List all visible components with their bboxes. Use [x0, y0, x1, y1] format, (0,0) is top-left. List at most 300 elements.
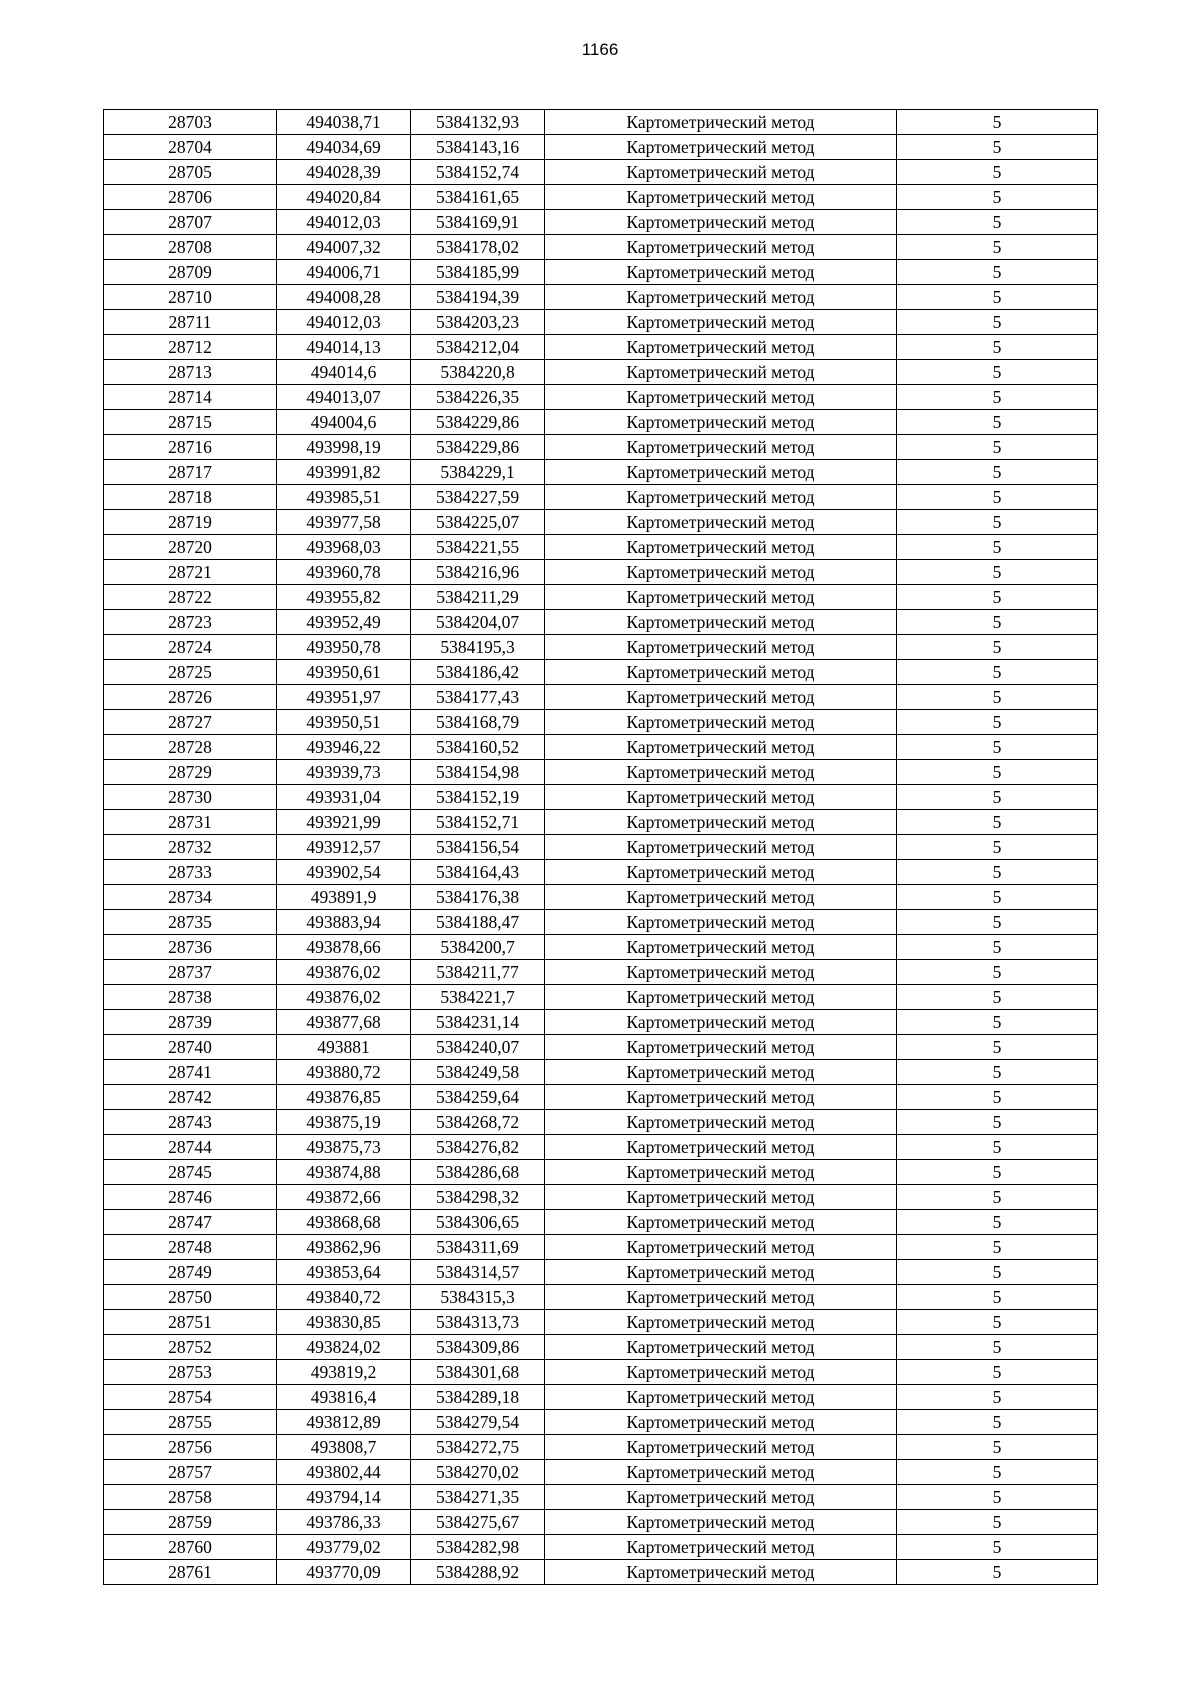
point-number-cell: 28712 — [104, 335, 277, 360]
accuracy-cell: 5 — [897, 460, 1098, 485]
x-coordinate-cell: 493950,61 — [277, 660, 411, 685]
table-row — [104, 110, 1098, 135]
point-number-cell: 28738 — [104, 985, 277, 1010]
point-number-cell: 28735 — [104, 910, 277, 935]
y-coordinate-cell: 5384220,8 — [411, 360, 545, 385]
y-coordinate-cell: 5384156,54 — [411, 835, 545, 860]
point-number-cell: 28703 — [104, 110, 277, 135]
accuracy-cell: 5 — [897, 1160, 1098, 1185]
point-number-cell: 28718 — [104, 485, 277, 510]
table-row — [104, 610, 1098, 635]
table-row — [104, 1135, 1098, 1160]
x-coordinate-cell: 494038,71 — [277, 110, 411, 135]
table-row — [104, 1060, 1098, 1085]
method-cell: Картометрический метод — [545, 1235, 897, 1260]
table-row — [104, 1535, 1098, 1560]
accuracy-cell: 5 — [897, 835, 1098, 860]
accuracy-cell: 5 — [897, 785, 1098, 810]
method-cell: Картометрический метод — [545, 1410, 897, 1435]
table-row — [104, 585, 1098, 610]
accuracy-cell: 5 — [897, 660, 1098, 685]
accuracy-cell: 5 — [897, 410, 1098, 435]
x-coordinate-cell: 494012,03 — [277, 310, 411, 335]
accuracy-cell: 5 — [897, 210, 1098, 235]
method-cell: Картометрический метод — [545, 360, 897, 385]
y-coordinate-cell: 5384152,74 — [411, 160, 545, 185]
point-number-cell: 28732 — [104, 835, 277, 860]
method-cell: Картометрический метод — [545, 1310, 897, 1335]
method-cell: Картометрический метод — [545, 460, 897, 485]
table-row — [104, 510, 1098, 535]
y-coordinate-cell: 5384185,99 — [411, 260, 545, 285]
x-coordinate-cell: 493872,66 — [277, 1185, 411, 1210]
point-number-cell: 28758 — [104, 1485, 277, 1510]
x-coordinate-cell: 493876,02 — [277, 960, 411, 985]
accuracy-cell: 5 — [897, 1060, 1098, 1085]
table-row — [104, 460, 1098, 485]
point-number-cell: 28733 — [104, 860, 277, 885]
table-row — [104, 885, 1098, 910]
accuracy-cell: 5 — [897, 235, 1098, 260]
x-coordinate-cell: 493931,04 — [277, 785, 411, 810]
x-coordinate-cell: 493819,2 — [277, 1360, 411, 1385]
y-coordinate-cell: 5384315,3 — [411, 1285, 545, 1310]
y-coordinate-cell: 5384132,93 — [411, 110, 545, 135]
accuracy-cell: 5 — [897, 1535, 1098, 1560]
table-row — [104, 210, 1098, 235]
table-row — [104, 1260, 1098, 1285]
method-cell: Картометрический метод — [545, 1160, 897, 1185]
point-number-cell: 28750 — [104, 1285, 277, 1310]
point-number-cell: 28753 — [104, 1360, 277, 1385]
table-row — [104, 1185, 1098, 1210]
point-number-cell: 28749 — [104, 1260, 277, 1285]
method-cell: Картометрический метод — [545, 1060, 897, 1085]
method-cell: Картометрический метод — [545, 1185, 897, 1210]
method-cell: Картометрический метод — [545, 1460, 897, 1485]
method-cell: Картометрический метод — [545, 835, 897, 860]
y-coordinate-cell: 5384221,55 — [411, 535, 545, 560]
table-row — [104, 310, 1098, 335]
method-cell: Картометрический метод — [545, 1560, 897, 1585]
point-number-cell: 28717 — [104, 460, 277, 485]
x-coordinate-cell: 493770,09 — [277, 1560, 411, 1585]
method-cell: Картометрический метод — [545, 510, 897, 535]
accuracy-cell: 5 — [897, 1410, 1098, 1435]
method-cell: Картометрический метод — [545, 710, 897, 735]
accuracy-cell: 5 — [897, 1310, 1098, 1335]
point-number-cell: 28734 — [104, 885, 277, 910]
x-coordinate-cell: 493977,58 — [277, 510, 411, 535]
table-row — [104, 1335, 1098, 1360]
table-row — [104, 1310, 1098, 1335]
method-cell: Картометрический метод — [545, 535, 897, 560]
point-number-cell: 28739 — [104, 1010, 277, 1035]
method-cell: Картометрический метод — [545, 1035, 897, 1060]
y-coordinate-cell: 5384216,96 — [411, 560, 545, 585]
accuracy-cell: 5 — [897, 560, 1098, 585]
accuracy-cell: 5 — [897, 135, 1098, 160]
table-row — [104, 360, 1098, 385]
table-row — [104, 560, 1098, 585]
point-number-cell: 28713 — [104, 360, 277, 385]
table-row — [104, 685, 1098, 710]
point-number-cell: 28721 — [104, 560, 277, 585]
method-cell: Картометрический метод — [545, 585, 897, 610]
method-cell: Картометрический метод — [545, 735, 897, 760]
x-coordinate-cell: 493946,22 — [277, 735, 411, 760]
method-cell: Картометрический метод — [545, 635, 897, 660]
y-coordinate-cell: 5384306,65 — [411, 1210, 545, 1235]
y-coordinate-cell: 5384152,19 — [411, 785, 545, 810]
y-coordinate-cell: 5384311,69 — [411, 1235, 545, 1260]
x-coordinate-cell: 494014,13 — [277, 335, 411, 360]
table-row — [104, 635, 1098, 660]
x-coordinate-cell: 493912,57 — [277, 835, 411, 860]
point-number-cell: 28752 — [104, 1335, 277, 1360]
coordinates-table — [103, 109, 1098, 1585]
y-coordinate-cell: 5384301,68 — [411, 1360, 545, 1385]
x-coordinate-cell: 493824,02 — [277, 1335, 411, 1360]
accuracy-cell: 5 — [897, 1510, 1098, 1535]
y-coordinate-cell: 5384288,92 — [411, 1560, 545, 1585]
table-row — [104, 985, 1098, 1010]
method-cell: Картометрический метод — [545, 260, 897, 285]
accuracy-cell: 5 — [897, 1435, 1098, 1460]
accuracy-cell: 5 — [897, 1210, 1098, 1235]
y-coordinate-cell: 5384231,14 — [411, 1010, 545, 1035]
coordinates-table-body — [104, 110, 1098, 1585]
point-number-cell: 28744 — [104, 1135, 277, 1160]
y-coordinate-cell: 5384188,47 — [411, 910, 545, 935]
x-coordinate-cell: 493875,19 — [277, 1110, 411, 1135]
y-coordinate-cell: 5384200,7 — [411, 935, 545, 960]
method-cell: Картометрический метод — [545, 660, 897, 685]
accuracy-cell: 5 — [897, 510, 1098, 535]
table-row — [104, 410, 1098, 435]
accuracy-cell: 5 — [897, 910, 1098, 935]
method-cell: Картометрический метод — [545, 885, 897, 910]
accuracy-cell: 5 — [897, 1085, 1098, 1110]
y-coordinate-cell: 5384309,86 — [411, 1335, 545, 1360]
method-cell: Картометрический метод — [545, 785, 897, 810]
x-coordinate-cell: 493802,44 — [277, 1460, 411, 1485]
table-row — [104, 1435, 1098, 1460]
accuracy-cell: 5 — [897, 860, 1098, 885]
accuracy-cell: 5 — [897, 1010, 1098, 1035]
accuracy-cell: 5 — [897, 285, 1098, 310]
point-number-cell: 28736 — [104, 935, 277, 960]
y-coordinate-cell: 5384178,02 — [411, 235, 545, 260]
table-row — [104, 1410, 1098, 1435]
y-coordinate-cell: 5384211,29 — [411, 585, 545, 610]
accuracy-cell: 5 — [897, 960, 1098, 985]
y-coordinate-cell: 5384314,57 — [411, 1260, 545, 1285]
point-number-cell: 28725 — [104, 660, 277, 685]
point-number-cell: 28743 — [104, 1110, 277, 1135]
x-coordinate-cell: 493960,78 — [277, 560, 411, 585]
point-number-cell: 28740 — [104, 1035, 277, 1060]
point-number-cell: 28757 — [104, 1460, 277, 1485]
accuracy-cell: 5 — [897, 735, 1098, 760]
y-coordinate-cell: 5384168,79 — [411, 710, 545, 735]
table-row — [104, 435, 1098, 460]
accuracy-cell: 5 — [897, 685, 1098, 710]
method-cell: Картометрический метод — [545, 1510, 897, 1535]
point-number-cell: 28760 — [104, 1535, 277, 1560]
table-row — [104, 485, 1098, 510]
accuracy-cell: 5 — [897, 1110, 1098, 1135]
table-row — [104, 935, 1098, 960]
y-coordinate-cell: 5384152,71 — [411, 810, 545, 835]
y-coordinate-cell: 5384177,43 — [411, 685, 545, 710]
point-number-cell: 28761 — [104, 1560, 277, 1585]
y-coordinate-cell: 5384195,3 — [411, 635, 545, 660]
y-coordinate-cell: 5384268,72 — [411, 1110, 545, 1135]
table-row — [104, 260, 1098, 285]
point-number-cell: 28722 — [104, 585, 277, 610]
accuracy-cell: 5 — [897, 310, 1098, 335]
x-coordinate-cell: 494028,39 — [277, 160, 411, 185]
method-cell: Картометрический метод — [545, 1260, 897, 1285]
accuracy-cell: 5 — [897, 360, 1098, 385]
accuracy-cell: 5 — [897, 1235, 1098, 1260]
y-coordinate-cell: 5384275,67 — [411, 1510, 545, 1535]
y-coordinate-cell: 5384204,07 — [411, 610, 545, 635]
accuracy-cell: 5 — [897, 1360, 1098, 1385]
method-cell: Картометрический метод — [545, 285, 897, 310]
point-number-cell: 28755 — [104, 1410, 277, 1435]
table-row — [104, 1460, 1098, 1485]
method-cell: Картометрический метод — [545, 1435, 897, 1460]
y-coordinate-cell: 5384229,86 — [411, 435, 545, 460]
y-coordinate-cell: 5384164,43 — [411, 860, 545, 885]
accuracy-cell: 5 — [897, 1285, 1098, 1310]
table-row — [104, 1085, 1098, 1110]
x-coordinate-cell: 493883,94 — [277, 910, 411, 935]
point-number-cell: 28731 — [104, 810, 277, 835]
point-number-cell: 28737 — [104, 960, 277, 985]
point-number-cell: 28709 — [104, 260, 277, 285]
x-coordinate-cell: 494013,07 — [277, 385, 411, 410]
method-cell: Картометрический метод — [545, 1385, 897, 1410]
point-number-cell: 28754 — [104, 1385, 277, 1410]
method-cell: Картометрический метод — [545, 935, 897, 960]
y-coordinate-cell: 5384270,02 — [411, 1460, 545, 1485]
y-coordinate-cell: 5384272,75 — [411, 1435, 545, 1460]
point-number-cell: 28730 — [104, 785, 277, 810]
x-coordinate-cell: 493853,64 — [277, 1260, 411, 1285]
accuracy-cell: 5 — [897, 1560, 1098, 1585]
y-coordinate-cell: 5384271,35 — [411, 1485, 545, 1510]
y-coordinate-cell: 5384289,18 — [411, 1385, 545, 1410]
y-coordinate-cell: 5384229,86 — [411, 410, 545, 435]
method-cell: Картометрический метод — [545, 1110, 897, 1135]
y-coordinate-cell: 5384160,52 — [411, 735, 545, 760]
x-coordinate-cell: 493808,7 — [277, 1435, 411, 1460]
table-row — [104, 710, 1098, 735]
method-cell: Картометрический метод — [545, 760, 897, 785]
point-number-cell: 28746 — [104, 1185, 277, 1210]
point-number-cell: 28714 — [104, 385, 277, 410]
x-coordinate-cell: 493874,88 — [277, 1160, 411, 1185]
accuracy-cell: 5 — [897, 1385, 1098, 1410]
accuracy-cell: 5 — [897, 1485, 1098, 1510]
table-row — [104, 760, 1098, 785]
y-coordinate-cell: 5384212,04 — [411, 335, 545, 360]
table-row — [104, 1160, 1098, 1185]
table-row — [104, 860, 1098, 885]
y-coordinate-cell: 5384186,42 — [411, 660, 545, 685]
point-number-cell: 28724 — [104, 635, 277, 660]
x-coordinate-cell: 494004,6 — [277, 410, 411, 435]
x-coordinate-cell: 493868,68 — [277, 1210, 411, 1235]
accuracy-cell: 5 — [897, 1135, 1098, 1160]
y-coordinate-cell: 5384194,39 — [411, 285, 545, 310]
table-row — [104, 960, 1098, 985]
accuracy-cell: 5 — [897, 635, 1098, 660]
method-cell: Картометрический метод — [545, 185, 897, 210]
table-row — [104, 1485, 1098, 1510]
method-cell: Картометрический метод — [545, 310, 897, 335]
y-coordinate-cell: 5384282,98 — [411, 1535, 545, 1560]
table-row — [104, 160, 1098, 185]
x-coordinate-cell: 493950,51 — [277, 710, 411, 735]
point-number-cell: 28710 — [104, 285, 277, 310]
y-coordinate-cell: 5384226,35 — [411, 385, 545, 410]
point-number-cell: 28720 — [104, 535, 277, 560]
accuracy-cell: 5 — [897, 160, 1098, 185]
accuracy-cell: 5 — [897, 885, 1098, 910]
accuracy-cell: 5 — [897, 185, 1098, 210]
table-row — [104, 1360, 1098, 1385]
table-row — [104, 660, 1098, 685]
method-cell: Картометрический метод — [545, 985, 897, 1010]
table-row — [104, 1560, 1098, 1585]
y-coordinate-cell: 5384211,77 — [411, 960, 545, 985]
x-coordinate-cell: 493779,02 — [277, 1535, 411, 1560]
table-row — [104, 335, 1098, 360]
x-coordinate-cell: 493880,72 — [277, 1060, 411, 1085]
y-coordinate-cell: 5384203,23 — [411, 310, 545, 335]
point-number-cell: 28747 — [104, 1210, 277, 1235]
accuracy-cell: 5 — [897, 485, 1098, 510]
x-coordinate-cell: 493939,73 — [277, 760, 411, 785]
x-coordinate-cell: 494034,69 — [277, 135, 411, 160]
accuracy-cell: 5 — [897, 935, 1098, 960]
x-coordinate-cell: 493881 — [277, 1035, 411, 1060]
table-row — [104, 735, 1098, 760]
y-coordinate-cell: 5384176,38 — [411, 885, 545, 910]
table-row — [104, 135, 1098, 160]
x-coordinate-cell: 493830,85 — [277, 1310, 411, 1335]
x-coordinate-cell: 493951,97 — [277, 685, 411, 710]
table-row — [104, 1235, 1098, 1260]
x-coordinate-cell: 493816,4 — [277, 1385, 411, 1410]
point-number-cell: 28759 — [104, 1510, 277, 1535]
y-coordinate-cell: 5384143,16 — [411, 135, 545, 160]
table-row — [104, 1210, 1098, 1235]
accuracy-cell: 5 — [897, 260, 1098, 285]
point-number-cell: 28741 — [104, 1060, 277, 1085]
x-coordinate-cell: 493998,19 — [277, 435, 411, 460]
x-coordinate-cell: 494006,71 — [277, 260, 411, 285]
method-cell: Картометрический метод — [545, 960, 897, 985]
point-number-cell: 28726 — [104, 685, 277, 710]
x-coordinate-cell: 494014,6 — [277, 360, 411, 385]
accuracy-cell: 5 — [897, 385, 1098, 410]
table-row — [104, 1010, 1098, 1035]
table-row — [104, 235, 1098, 260]
y-coordinate-cell: 5384298,32 — [411, 1185, 545, 1210]
accuracy-cell: 5 — [897, 610, 1098, 635]
x-coordinate-cell: 493991,82 — [277, 460, 411, 485]
table-row — [104, 385, 1098, 410]
point-number-cell: 28727 — [104, 710, 277, 735]
table-row — [104, 1110, 1098, 1135]
method-cell: Картометрический метод — [545, 1360, 897, 1385]
point-number-cell: 28704 — [104, 135, 277, 160]
method-cell: Картометрический метод — [545, 235, 897, 260]
x-coordinate-cell: 493968,03 — [277, 535, 411, 560]
method-cell: Картометрический метод — [545, 1485, 897, 1510]
y-coordinate-cell: 5384227,59 — [411, 485, 545, 510]
y-coordinate-cell: 5384276,82 — [411, 1135, 545, 1160]
point-number-cell: 28708 — [104, 235, 277, 260]
table-row — [104, 535, 1098, 560]
x-coordinate-cell: 494012,03 — [277, 210, 411, 235]
point-number-cell: 28756 — [104, 1435, 277, 1460]
x-coordinate-cell: 493950,78 — [277, 635, 411, 660]
y-coordinate-cell: 5384313,73 — [411, 1310, 545, 1335]
method-cell: Картометрический метод — [545, 110, 897, 135]
point-number-cell: 28751 — [104, 1310, 277, 1335]
x-coordinate-cell: 493877,68 — [277, 1010, 411, 1035]
x-coordinate-cell: 494008,28 — [277, 285, 411, 310]
accuracy-cell: 5 — [897, 1460, 1098, 1485]
point-number-cell: 28723 — [104, 610, 277, 635]
method-cell: Картометрический метод — [545, 210, 897, 235]
accuracy-cell: 5 — [897, 1035, 1098, 1060]
method-cell: Картометрический метод — [545, 1085, 897, 1110]
point-number-cell: 28711 — [104, 310, 277, 335]
method-cell: Картометрический метод — [545, 160, 897, 185]
y-coordinate-cell: 5384286,68 — [411, 1160, 545, 1185]
x-coordinate-cell: 493862,96 — [277, 1235, 411, 1260]
y-coordinate-cell: 5384249,58 — [411, 1060, 545, 1085]
y-coordinate-cell: 5384225,07 — [411, 510, 545, 535]
accuracy-cell: 5 — [897, 1260, 1098, 1285]
accuracy-cell: 5 — [897, 1335, 1098, 1360]
x-coordinate-cell: 494007,32 — [277, 235, 411, 260]
accuracy-cell: 5 — [897, 985, 1098, 1010]
point-number-cell: 28706 — [104, 185, 277, 210]
method-cell: Картометрический метод — [545, 1010, 897, 1035]
accuracy-cell: 5 — [897, 335, 1098, 360]
x-coordinate-cell: 493952,49 — [277, 610, 411, 635]
table-row — [104, 785, 1098, 810]
accuracy-cell: 5 — [897, 110, 1098, 135]
accuracy-cell: 5 — [897, 760, 1098, 785]
x-coordinate-cell: 493955,82 — [277, 585, 411, 610]
method-cell: Картометрический метод — [545, 1535, 897, 1560]
x-coordinate-cell: 493876,85 — [277, 1085, 411, 1110]
table-row — [104, 1035, 1098, 1060]
method-cell: Картометрический метод — [545, 1285, 897, 1310]
x-coordinate-cell: 493875,73 — [277, 1135, 411, 1160]
x-coordinate-cell: 493876,02 — [277, 985, 411, 1010]
point-number-cell: 28729 — [104, 760, 277, 785]
